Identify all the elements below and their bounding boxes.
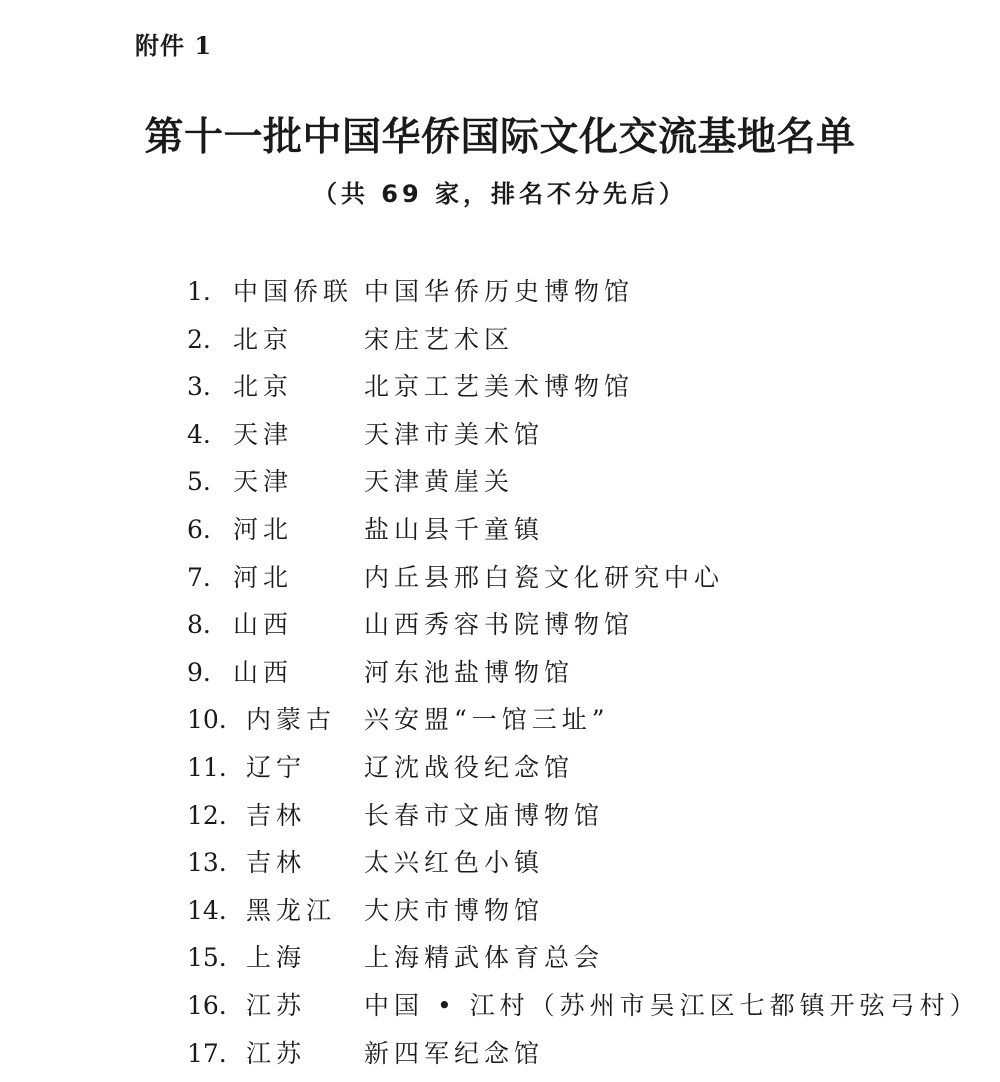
list-item: [0, 411, 1000, 459]
item-region: 中国侨联: [233, 277, 354, 306]
item-number: 6.: [187, 514, 211, 544]
item-name: 上海精武体育总会: [364, 943, 605, 973]
item-name: 新四军纪念馆: [364, 1038, 545, 1068]
base-list: [0, 268, 1000, 1077]
item-name: 中国华侨历史博物馆: [364, 277, 635, 306]
item-number: 1.: [187, 277, 211, 306]
item-number: 14.: [187, 895, 227, 925]
item-name: 中国 • 江村（苏州市吴江区七都镇开弦弓村）: [364, 990, 980, 1020]
list-item: [0, 839, 1000, 887]
item-region: 河北: [233, 514, 294, 544]
item-region: 吉林: [246, 848, 307, 878]
item-region: 上海: [246, 943, 307, 973]
list-item: [0, 601, 1000, 649]
item-region: 天津: [233, 467, 294, 497]
item-name: 河东池盐博物馆: [364, 657, 575, 687]
list-item: [0, 887, 1000, 935]
list-item: [0, 696, 1000, 744]
item-region: 北京: [233, 372, 294, 402]
item-region: 天津: [233, 419, 294, 449]
item-number: 4.: [187, 419, 211, 449]
item-region: 内蒙古: [246, 705, 337, 735]
item-name: 天津黄崖关: [364, 467, 515, 497]
list-item: [0, 506, 1000, 554]
list-item: [0, 744, 1000, 792]
item-number: 16.: [187, 990, 227, 1020]
item-name: 长春市文庙博物馆: [364, 800, 605, 830]
list-item: [0, 554, 1000, 602]
list-item: [0, 934, 1000, 982]
item-number: 13.: [187, 848, 227, 878]
item-number: 7.: [187, 562, 211, 592]
item-number: 10.: [187, 705, 227, 735]
item-region: 江苏: [246, 990, 307, 1020]
item-number: 15.: [187, 943, 227, 973]
item-name: 天津市美术馆: [364, 419, 545, 449]
item-region: 山西: [233, 657, 294, 687]
item-region: 河北: [233, 562, 294, 592]
item-name: 宋庄艺术区: [364, 324, 515, 354]
item-number: 11.: [187, 752, 227, 782]
item-name: 内丘县邢白瓷文化研究中心: [364, 562, 725, 592]
item-region: 吉林: [246, 800, 307, 830]
list-item: [0, 268, 1000, 316]
list-item: [0, 363, 1000, 411]
page-title: 第十一批中国华侨国际文化交流基地名单: [144, 115, 856, 160]
item-region: 江苏: [246, 1038, 307, 1068]
item-name: 太兴红色小镇: [364, 848, 545, 878]
page-subtitle: （共 69 家，排名不分先后）: [312, 180, 688, 208]
item-name: 山西秀容书院博物馆: [364, 610, 635, 640]
item-number: 5.: [187, 467, 211, 497]
item-name: 辽沈战役纪念馆: [364, 752, 575, 782]
item-number: 17.: [187, 1038, 227, 1068]
list-item: [0, 982, 1000, 1030]
item-name: 盐山县千童镇: [364, 514, 545, 544]
list-item: [0, 316, 1000, 364]
item-number: 12.: [187, 800, 227, 830]
list-item: [0, 1030, 1000, 1078]
item-name: 大庆市博物馆: [364, 895, 545, 925]
item-region: 北京: [233, 324, 294, 354]
item-number: 3.: [187, 372, 211, 402]
list-item: [0, 792, 1000, 840]
item-region: 辽宁: [246, 752, 307, 782]
item-number: 8.: [187, 610, 211, 640]
item-name: 北京工艺美术博物馆: [364, 372, 635, 402]
item-region: 黑龙江: [246, 895, 337, 925]
list-item: [0, 458, 1000, 506]
item-number: 9.: [187, 657, 211, 687]
attachment-label: 附件 1: [135, 31, 213, 60]
item-name: 兴安盟“一馆三址”: [364, 705, 610, 735]
list-item: [0, 649, 1000, 697]
item-number: 2.: [187, 324, 211, 354]
item-region: 山西: [233, 610, 294, 640]
